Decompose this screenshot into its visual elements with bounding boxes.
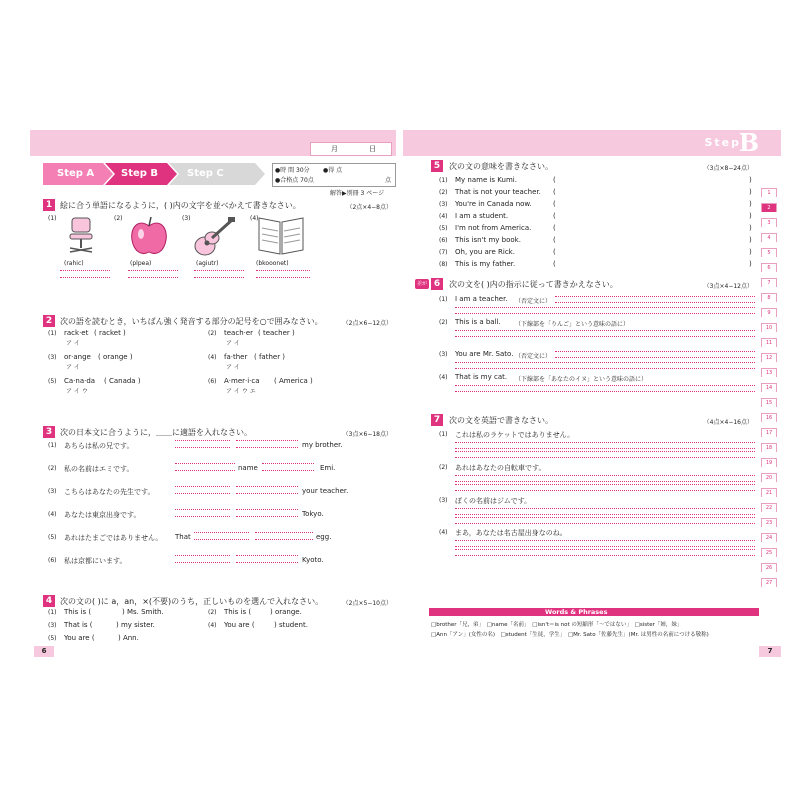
answer-blank[interactable]	[236, 509, 298, 517]
difficulty-badge: 差がつく	[416, 281, 427, 297]
unit-tab[interactable]: 19	[761, 458, 777, 467]
right-page	[403, 130, 781, 660]
item-number: (4)	[439, 374, 448, 381]
answer-line[interactable]	[455, 508, 755, 515]
step-a-tab: Step A	[57, 168, 95, 179]
item-number: (2)	[439, 464, 448, 471]
unit-tab[interactable]: 17	[761, 428, 777, 437]
stress-word: A·mer·i·ca	[224, 377, 260, 385]
item-number: (3)	[48, 488, 57, 495]
answer-blank[interactable]	[128, 270, 178, 278]
item-number: (4)	[439, 213, 448, 220]
notebook-icon	[256, 214, 306, 256]
unit-tab[interactable]: 24	[761, 533, 777, 542]
close-paren: )	[749, 212, 752, 220]
item-number: (4)	[208, 622, 217, 629]
unit-tab[interactable]: 11	[761, 338, 777, 347]
question-number: 3	[43, 426, 55, 438]
japanese-sentence: これは私のラケットではありません。	[455, 431, 575, 439]
unit-tab[interactable]: 21	[761, 488, 777, 497]
sentence-tail: ) Ann.	[118, 634, 139, 642]
english-sentence: That is my cat.	[455, 373, 508, 381]
sentence-head: This is (	[64, 608, 92, 616]
sentence-tail: Tokyo.	[302, 510, 324, 518]
score-label: ●得 点	[323, 167, 343, 174]
item-number: (2)	[208, 330, 217, 337]
syllable-marks: ア イ	[226, 364, 240, 371]
syllable-marks: ア イ ウ エ	[226, 388, 256, 395]
japanese-sentence: あちらは私の兄です。	[64, 442, 134, 450]
question-points: （2点×4−8点）	[346, 204, 392, 211]
syllable-marks: ア イ	[66, 364, 80, 371]
item-number: (3)	[439, 201, 448, 208]
english-sentence: I'm not from America.	[455, 224, 532, 232]
japanese-sentence: あれはたまごではありません。	[64, 534, 163, 542]
question-number: 6	[431, 278, 443, 290]
item-number: (1)	[439, 431, 448, 438]
step-tabs	[43, 163, 265, 185]
hint-text: (plpea)	[130, 260, 152, 267]
words-row: □Ann「アン」(女性の名) □student「生徒，学生」 □Mr. Sato「佐藤先生」(Mr. は男性の名前につける敬称)	[431, 632, 709, 638]
answer-line[interactable]	[455, 307, 755, 314]
item-number: (1)	[48, 330, 57, 337]
question-title: 次の文を英語で書きなさい。	[449, 416, 553, 425]
unit-tab[interactable]: 23	[761, 518, 777, 527]
item-number: (5)	[48, 378, 57, 385]
hint-text: (agiutr)	[196, 260, 219, 267]
unit-tab[interactable]: 14	[761, 383, 777, 392]
english-sentence: That is not your teacher.	[455, 188, 541, 196]
item-number: (4)	[250, 215, 259, 222]
answer-blank[interactable]	[175, 555, 230, 563]
unit-tab[interactable]: 16	[761, 413, 777, 422]
answer-blank[interactable]	[236, 486, 298, 494]
unit-tab[interactable]: 25	[761, 548, 777, 557]
item-number: (2)	[208, 609, 217, 616]
question-number: 5	[431, 160, 443, 172]
sentence-tail: ) Ms. Smith.	[122, 608, 164, 616]
close-paren: )	[749, 200, 752, 208]
stress-word: teach·er	[224, 329, 254, 337]
sentence-tail: ) my sister.	[116, 621, 155, 629]
stress-word: or·ange	[64, 353, 91, 361]
question-title: 絵に合う単語になるように，( )内の文字を並べかえて書きなさい。	[60, 201, 301, 210]
item-number: (3)	[182, 215, 191, 222]
page-number: 6	[34, 646, 54, 657]
answer-line[interactable]	[555, 351, 755, 358]
date-month-label: 月	[331, 145, 338, 153]
date-day-label: 日	[369, 145, 376, 153]
sentence-head: This is (	[224, 608, 252, 616]
item-number: (3)	[439, 497, 448, 504]
english-sentence: You're in Canada now.	[455, 200, 532, 208]
pass-label: ●合格点 70点	[275, 177, 314, 184]
time-label: ●時 間 30分	[275, 167, 310, 174]
guitar-icon	[192, 216, 238, 258]
item-number: (3)	[48, 622, 57, 629]
sentence-tail: egg.	[316, 533, 332, 541]
word-gloss: ( orange )	[98, 353, 133, 361]
open-paren: (	[553, 200, 556, 208]
item-number: (7)	[439, 249, 448, 256]
unit-tab[interactable]: 26	[761, 563, 777, 572]
instruction-note: （否定文に）	[515, 298, 552, 305]
answer-blank[interactable]	[175, 463, 235, 471]
question-title: 次の文を( )内の指示に従って書きかえなさい。	[449, 280, 618, 289]
stress-word: rack·et	[64, 329, 89, 337]
unit-tab[interactable]: 4	[761, 233, 777, 242]
unit-tab[interactable]: 1	[761, 188, 777, 197]
unit-tab[interactable]: 18	[761, 443, 777, 452]
instruction-note: （否定文に）	[515, 353, 552, 360]
step-letter: B	[738, 128, 759, 157]
sentence-mid: name	[238, 464, 258, 472]
score-unit: 点	[385, 177, 392, 184]
unit-tab[interactable]: 8	[761, 293, 777, 302]
item-number: (5)	[48, 635, 57, 642]
answer-line[interactable]	[455, 540, 755, 547]
english-sentence: I am a teacher.	[455, 295, 508, 303]
unit-tab[interactable]: 13	[761, 368, 777, 377]
question-title: 次の文の( )に a，an，×(不要)のうち，正しいものを選んで入れなさい。	[60, 597, 324, 606]
answer-blank[interactable]	[175, 509, 230, 517]
answer-line[interactable]	[455, 451, 755, 458]
unit-tab[interactable]: 10	[761, 323, 777, 332]
question-title: 次の文の意味を書きなさい。	[449, 162, 553, 171]
japanese-sentence: あれはあなたの自転車です。	[455, 464, 546, 472]
item-number: (3)	[48, 354, 57, 361]
unit-tab[interactable]: 9	[761, 308, 777, 317]
item-number: (2)	[114, 215, 123, 222]
answer-blank[interactable]	[236, 440, 298, 448]
answer-space[interactable]	[559, 244, 745, 245]
item-number: (2)	[48, 465, 57, 472]
question-title: 次の日本文に合うように，＿＿に適語を入れなさい。	[60, 428, 252, 437]
item-number: (4)	[48, 511, 57, 518]
words-title: Words & Phrases	[545, 608, 608, 616]
answer-space[interactable]	[559, 184, 745, 185]
answer-line[interactable]	[555, 296, 755, 303]
words-row: □brother「兄，弟」 □name「名前」 □isn't＝is not の短縮形「〜ではない」 □sister「姉，妹」	[431, 622, 683, 628]
answer-reference: 解答▶別冊 3 ページ	[330, 190, 385, 197]
question-points: （3点×8−24点）	[703, 165, 753, 172]
question-points: （2点×6−12点）	[342, 320, 392, 327]
english-sentence: I am a student.	[455, 212, 509, 220]
step-label: Step	[704, 136, 741, 149]
answer-line[interactable]	[455, 549, 755, 556]
answer-space[interactable]	[559, 256, 745, 257]
close-paren: )	[749, 260, 752, 268]
unit-tab[interactable]: 15	[761, 398, 777, 407]
answer-space[interactable]	[559, 232, 745, 233]
japanese-sentence: ぼくの名前はジムです。	[455, 497, 532, 505]
english-sentence: This is my father.	[455, 260, 516, 268]
score-box	[272, 163, 396, 187]
instruction-note: （下線部を「あなたのイヌ」という意味の語に）	[515, 376, 648, 383]
answer-space[interactable]	[559, 196, 745, 197]
question-number: 4	[43, 595, 55, 607]
answer-line[interactable]	[455, 484, 755, 491]
english-sentence: Oh, you are Rick.	[455, 248, 515, 256]
open-paren: (	[553, 176, 556, 184]
step-c-tab: Step C	[187, 168, 224, 179]
sentence-head: That	[175, 533, 191, 541]
stress-word: Ca·na·da	[64, 377, 96, 385]
word-gloss: ( America )	[274, 377, 313, 385]
japanese-sentence: こちらはあなたの先生です。	[64, 488, 155, 496]
answer-blank[interactable]	[175, 440, 230, 448]
japanese-sentence: まあ，あなたは名古屋出身なのね。	[455, 529, 567, 537]
page-number: 7	[759, 646, 781, 657]
item-number: (1)	[48, 215, 57, 222]
item-number: (6)	[439, 237, 448, 244]
sentence-head: You are (	[64, 634, 95, 642]
apple-icon	[128, 214, 170, 258]
sentence-head: That is (	[64, 621, 93, 629]
item-number: (4)	[439, 529, 448, 536]
answer-blank[interactable]	[236, 555, 298, 563]
item-number: (1)	[439, 177, 448, 184]
close-paren: )	[749, 224, 752, 232]
open-paren: (	[553, 260, 556, 268]
left-page	[30, 130, 396, 660]
item-number: (5)	[48, 534, 57, 541]
answer-line[interactable]	[455, 517, 755, 524]
hint-text: (rahic)	[64, 260, 84, 267]
answer-blank[interactable]	[194, 270, 244, 278]
close-paren: )	[749, 188, 752, 196]
unit-tab[interactable]: 20	[761, 473, 777, 482]
question-points: （4点×4−16点）	[703, 419, 753, 426]
stress-word: fa·ther	[224, 353, 248, 361]
unit-tab[interactable]: 7	[761, 278, 777, 287]
unit-tab[interactable]: 6	[761, 263, 777, 272]
answer-blank[interactable]	[262, 463, 314, 471]
unit-tab[interactable]: 3	[761, 218, 777, 227]
english-sentence: This isn't my book.	[455, 236, 521, 244]
english-sentence: You are Mr. Sato.	[455, 350, 514, 358]
open-paren: (	[553, 224, 556, 232]
item-number: (2)	[439, 319, 448, 326]
question-points: （2点×5−10点）	[342, 600, 392, 607]
item-number: (4)	[208, 354, 217, 361]
close-paren: )	[749, 248, 752, 256]
sentence-tail: Kyoto.	[302, 556, 324, 564]
open-paren: (	[553, 188, 556, 196]
sentence-tail: Emi.	[320, 464, 336, 472]
sentence-tail: my brother.	[302, 441, 343, 449]
word-gloss: ( racket )	[94, 329, 126, 337]
answer-line[interactable]	[455, 330, 755, 337]
answer-blank[interactable]	[175, 486, 230, 494]
answer-space[interactable]	[559, 220, 745, 221]
answer-line[interactable]	[455, 475, 755, 482]
close-paren: )	[749, 236, 752, 244]
item-number: (1)	[439, 296, 448, 303]
sentence-tail: ) student.	[274, 621, 308, 629]
syllable-marks: ア イ	[226, 340, 240, 347]
close-paren: )	[749, 176, 752, 184]
answer-line[interactable]	[455, 385, 755, 392]
instruction-note: （下線部を「りんご」という意味の語に）	[515, 321, 630, 328]
japanese-sentence: あなたは東京出身です。	[64, 511, 141, 519]
answer-blank[interactable]	[256, 270, 310, 278]
unit-tab[interactable]: 22	[761, 503, 777, 512]
word-gloss: ( father )	[254, 353, 286, 361]
item-number: (2)	[439, 189, 448, 196]
answer-blank[interactable]	[60, 270, 110, 278]
sentence-head: You are (	[224, 621, 255, 629]
hint-text: (bkooonet)	[256, 260, 289, 267]
english-sentence: This is a ball.	[455, 318, 501, 326]
question-number: 2	[43, 315, 55, 327]
item-number: (1)	[48, 442, 57, 449]
chair-icon	[62, 216, 102, 258]
answer-line[interactable]	[455, 442, 755, 449]
question-number: 7	[431, 414, 443, 426]
question-title: 次の語を読むとき，いちばん強く発音する部分の記号を○で囲みなさい。	[60, 317, 323, 326]
unit-tab[interactable]: 5	[761, 248, 777, 257]
syllable-marks: ア イ	[66, 340, 80, 347]
unit-tab[interactable]: 27	[761, 578, 777, 587]
unit-tab[interactable]: 12	[761, 353, 777, 362]
item-number: (6)	[208, 378, 217, 385]
question-points: （3点×4−12点）	[703, 283, 753, 290]
answer-space[interactable]	[559, 208, 745, 209]
answer-blank[interactable]	[194, 532, 249, 540]
item-number: (6)	[48, 557, 57, 564]
answer-space[interactable]	[559, 268, 745, 269]
open-paren: (	[553, 212, 556, 220]
step-b-tab: Step B	[121, 168, 159, 179]
japanese-sentence: 私は京都にいます。	[64, 557, 127, 565]
item-number: (3)	[439, 351, 448, 358]
question-number: 1	[43, 199, 55, 211]
english-sentence: My name is Kumi.	[455, 176, 517, 184]
item-number: (5)	[439, 225, 448, 232]
word-gloss: ( teacher )	[258, 329, 295, 337]
unit-tab[interactable]: 2	[761, 203, 777, 212]
word-gloss: ( Canada )	[104, 377, 141, 385]
date-box	[310, 142, 392, 156]
open-paren: (	[553, 236, 556, 244]
open-paren: (	[553, 248, 556, 256]
japanese-sentence: 私の名前はエミです。	[64, 465, 134, 473]
syllable-marks: ア イ ウ	[66, 388, 88, 395]
question-points: （3点×6−18点）	[342, 431, 392, 438]
sentence-tail: your teacher.	[302, 487, 349, 495]
item-number: (1)	[48, 609, 57, 616]
item-number: (8)	[439, 261, 448, 268]
answer-line[interactable]	[455, 362, 755, 369]
answer-blank[interactable]	[255, 532, 313, 540]
sentence-tail: ) orange.	[270, 608, 302, 616]
